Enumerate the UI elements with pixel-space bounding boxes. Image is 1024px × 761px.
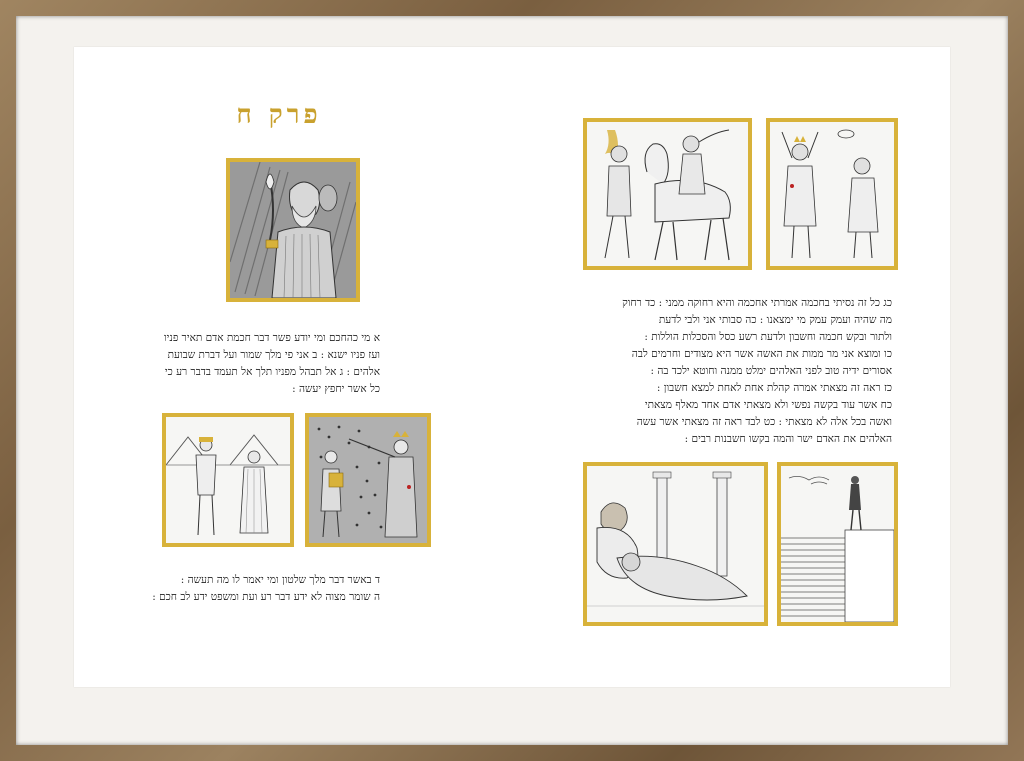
text-line: כז ראה זה מצאתי אמרה קהלת אחת לאחת למצא חשבון : xyxy=(656,382,892,394)
cliff-drawing xyxy=(781,466,894,622)
text-line: ולתור ובקש חכמה וחשבון ולדעת רשע כסל והסכלות הוללות : xyxy=(644,331,892,343)
king-drawing xyxy=(309,417,427,543)
text-line: אסורים ידיה טוב לפני האלהים ימלט ממנה וחוטא ילכד בה : xyxy=(650,365,892,377)
pyramids-drawing xyxy=(166,417,290,543)
text-line: כל אשר יחפץ יעשה : xyxy=(292,383,380,395)
illustration-rider-on-donkey xyxy=(583,118,752,270)
left-text-block-2 xyxy=(140,572,380,606)
sage-drawing xyxy=(230,162,356,298)
illustration-sage-with-lamp xyxy=(226,158,360,302)
left-text-block-1 xyxy=(140,330,380,398)
text-line: ה שומר מצוה לא ידע דבר רע ועת ומשפט ידע לב חכם : xyxy=(152,591,380,603)
illustration-reclining-couple xyxy=(583,462,768,626)
text-line: אלהים : ג אל תבהל מפניו תלך אל תעמד בדבר רע כי xyxy=(164,366,380,378)
text-line: מה שהיה ועמק עמק מי ימצאנו : כה סבותי אני ולבי לדעת xyxy=(658,314,892,326)
text-line: א מי כהחכם ומי יודע פשר דבר חכמת אדם תאיר פניו xyxy=(163,332,380,344)
donkey-drawing xyxy=(587,122,748,266)
illustration-two-men xyxy=(766,118,898,270)
text-line: כג כל זה נסיתי בחכמה אמרתי אחכמה והיא רחוקה ממני : כד רחוק xyxy=(622,297,892,309)
illustration-pyramids-figures xyxy=(162,413,294,547)
text-line: ואשה בכל אלה לא מצאתי : כט לבד ראה זה מצאתי אשר עשה xyxy=(636,416,892,428)
illustration-figure-on-cliff xyxy=(777,462,898,626)
text-line: האלהים את האדם ישר והמה בקשו חשבנות רבים : xyxy=(684,433,892,445)
text-line: ועז פניו ישנא : ב אני פי מלך שמור ועל דברת שבועת xyxy=(167,349,380,361)
text-line: ד באשר דבר מלך שלטון ומי יאמר לו מה תעשה : xyxy=(180,574,380,586)
right-text-block xyxy=(578,295,892,448)
two-men-drawing xyxy=(770,122,894,266)
illustration-king-with-scroll xyxy=(305,413,431,547)
text-line: כו ומוצא אני מר ממות את האשה אשר היא מצודים וחרמים לבה xyxy=(631,348,892,360)
chapter-title: פרק ח xyxy=(236,100,322,130)
couple-drawing xyxy=(587,466,764,622)
text-line: כח אשר עוד בקשה נפשי ולא מצאתי אדם אחד מאלף מצאתי xyxy=(644,399,892,411)
